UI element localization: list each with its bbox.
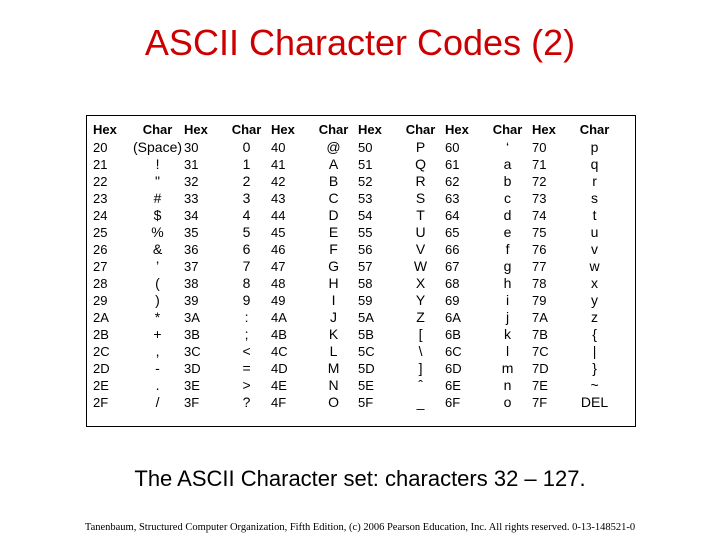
hex-cell: 47 bbox=[271, 259, 286, 274]
table-row bbox=[91, 173, 617, 190]
char-cell: D bbox=[328, 207, 339, 223]
hex-cell: 59 bbox=[358, 293, 373, 308]
hex-cell: 7D bbox=[532, 361, 549, 376]
char-cell: i bbox=[505, 292, 510, 308]
hex-cell: 34 bbox=[184, 208, 199, 223]
char-cell: s bbox=[591, 190, 599, 206]
table-row bbox=[91, 394, 617, 411]
hex-cell: 36 bbox=[184, 242, 199, 257]
hex-cell: 66 bbox=[445, 242, 460, 257]
char-cell: g bbox=[503, 258, 512, 274]
hex-cell: 71 bbox=[532, 157, 547, 172]
caption: The ASCII Character set: characters 32 – 127. bbox=[134, 466, 586, 491]
table-row bbox=[91, 377, 617, 394]
char-cell: Y bbox=[415, 292, 426, 308]
char-cell: ~ bbox=[590, 377, 599, 393]
hex-cell: 4F bbox=[271, 395, 287, 410]
hex-cell: 40 bbox=[271, 140, 286, 155]
char-cell: E bbox=[328, 224, 339, 240]
hex-cell: 46 bbox=[271, 242, 286, 257]
hex-cell: 56 bbox=[358, 242, 373, 257]
table-row bbox=[91, 360, 617, 377]
char-cell: 4 bbox=[242, 207, 251, 223]
hex-cell: 32 bbox=[184, 174, 199, 189]
char-cell: X bbox=[415, 275, 426, 291]
hex-cell: 28 bbox=[93, 276, 108, 291]
hex-cell: 78 bbox=[532, 276, 547, 291]
char-cell: v bbox=[591, 241, 599, 257]
table-row bbox=[91, 309, 617, 326]
char-cell: h bbox=[503, 275, 512, 291]
column-header: Char bbox=[231, 122, 262, 137]
char-cell: : bbox=[244, 309, 249, 325]
hex-cell: 37 bbox=[184, 259, 199, 274]
column-header: Hex bbox=[271, 122, 295, 137]
column-header: Char bbox=[579, 122, 610, 137]
char-cell: w bbox=[589, 258, 600, 274]
char-cell: d bbox=[503, 207, 512, 223]
hex-cell: 3D bbox=[184, 361, 201, 376]
column-header: Hex bbox=[445, 122, 469, 137]
hex-cell: 51 bbox=[358, 157, 373, 172]
hex-cell: 60 bbox=[445, 140, 460, 155]
hex-cell: 67 bbox=[445, 259, 460, 274]
char-cell: < bbox=[242, 343, 251, 359]
char-cell: W bbox=[413, 258, 428, 274]
char-cell: O bbox=[328, 394, 339, 410]
hex-cell: 20 bbox=[93, 140, 108, 155]
char-cell: M bbox=[327, 360, 340, 376]
char-cell: % bbox=[151, 224, 164, 240]
hex-cell: 4A bbox=[271, 310, 287, 325]
hex-cell: 5F bbox=[358, 395, 374, 410]
hex-cell: 70 bbox=[532, 140, 547, 155]
char-cell: V bbox=[415, 241, 426, 257]
char-cell: b bbox=[503, 173, 512, 189]
char-cell: R bbox=[415, 173, 426, 189]
hex-cell: 21 bbox=[93, 157, 108, 172]
char-cell: ‘ bbox=[505, 139, 510, 155]
hex-cell: 49 bbox=[271, 293, 286, 308]
char-cell: f bbox=[505, 241, 510, 257]
hex-cell: 50 bbox=[358, 140, 373, 155]
hex-cell: 39 bbox=[184, 293, 199, 308]
table-row bbox=[91, 241, 617, 258]
hex-cell: 5E bbox=[358, 378, 374, 393]
hex-cell: 6D bbox=[445, 361, 462, 376]
char-cell: + bbox=[153, 326, 162, 342]
char-cell: Z bbox=[416, 309, 425, 325]
hex-cell: 2F bbox=[93, 395, 109, 410]
hex-cell: 42 bbox=[271, 174, 286, 189]
hex-cell: 6B bbox=[445, 327, 461, 342]
char-cell: P bbox=[415, 139, 426, 155]
hex-cell: 43 bbox=[271, 191, 286, 206]
char-cell: a bbox=[503, 156, 512, 172]
hex-cell: 4C bbox=[271, 344, 288, 359]
char-cell: ˆ bbox=[418, 377, 423, 393]
char-cell: } bbox=[592, 360, 597, 376]
char-cell: T bbox=[416, 207, 425, 223]
hex-cell: 2E bbox=[93, 378, 109, 393]
char-cell: / bbox=[155, 394, 160, 410]
char-cell: # bbox=[153, 190, 162, 206]
hex-cell: 24 bbox=[93, 208, 108, 223]
char-cell: \ bbox=[418, 343, 423, 359]
char-cell: , bbox=[155, 343, 160, 359]
column-header: Char bbox=[142, 122, 173, 137]
char-cell: = bbox=[242, 360, 251, 376]
hex-cell: 41 bbox=[271, 157, 286, 172]
slide-title: ASCII Character Codes (2) bbox=[144, 22, 576, 63]
char-cell: y bbox=[591, 292, 599, 308]
char-cell: t bbox=[592, 207, 597, 223]
column-header: Char bbox=[492, 122, 523, 137]
hex-cell: 69 bbox=[445, 293, 460, 308]
char-cell: @ bbox=[326, 139, 341, 155]
hex-cell: 30 bbox=[184, 140, 199, 155]
char-cell: ( bbox=[155, 275, 160, 291]
hex-cell: 4E bbox=[271, 378, 287, 393]
hex-cell: 48 bbox=[271, 276, 286, 291]
hex-cell: 29 bbox=[93, 293, 108, 308]
char-cell: { bbox=[592, 326, 597, 342]
hex-cell: 65 bbox=[445, 225, 460, 240]
table-row bbox=[91, 224, 617, 241]
hex-cell: 63 bbox=[445, 191, 460, 206]
char-cell: (Space) bbox=[133, 139, 183, 155]
table-row bbox=[91, 275, 617, 292]
hex-cell: 33 bbox=[184, 191, 199, 206]
hex-cell: 2A bbox=[93, 310, 109, 325]
hex-cell: 3E bbox=[184, 378, 200, 393]
char-cell: [ bbox=[418, 326, 423, 342]
char-cell: I bbox=[331, 292, 336, 308]
hex-cell: 2D bbox=[93, 361, 110, 376]
char-cell: C bbox=[328, 190, 339, 206]
char-cell: r bbox=[592, 173, 597, 189]
hex-cell: 58 bbox=[358, 276, 373, 291]
char-cell: j bbox=[505, 309, 510, 325]
hex-cell: 7B bbox=[532, 327, 548, 342]
table-row bbox=[91, 343, 617, 360]
char-cell: ’ bbox=[155, 258, 160, 274]
char-cell: 7 bbox=[242, 258, 251, 274]
hex-cell: 55 bbox=[358, 225, 373, 240]
column-header: Char bbox=[318, 122, 349, 137]
char-cell: $ bbox=[153, 207, 162, 223]
char-cell: p bbox=[590, 139, 599, 155]
column-header: Hex bbox=[184, 122, 208, 137]
char-cell: U bbox=[415, 224, 426, 240]
hex-cell: 7E bbox=[532, 378, 548, 393]
hex-cell: 26 bbox=[93, 242, 108, 257]
char-cell: q bbox=[590, 156, 599, 172]
hex-cell: 57 bbox=[358, 259, 373, 274]
hex-cell: 25 bbox=[93, 225, 108, 240]
char-cell: G bbox=[328, 258, 339, 274]
char-cell: ) bbox=[155, 292, 160, 308]
table-row bbox=[91, 292, 617, 309]
hex-cell: 45 bbox=[271, 225, 286, 240]
hex-cell: 61 bbox=[445, 157, 460, 172]
ascii-table bbox=[91, 120, 617, 411]
char-cell: 6 bbox=[242, 241, 251, 257]
hex-cell: 72 bbox=[532, 174, 547, 189]
hex-cell: 2B bbox=[93, 327, 109, 342]
char-cell: 1 bbox=[242, 156, 251, 172]
char-cell: c bbox=[504, 190, 512, 206]
table-header-row bbox=[91, 120, 617, 139]
copyright-footer: Tanenbaum, Structured Computer Organization, Fifth Edition, (c) 2006 Pearson Education, Inc. All rights reserved. 0-13-148521-0 bbox=[84, 522, 636, 533]
hex-cell: 75 bbox=[532, 225, 547, 240]
table-row bbox=[91, 139, 617, 156]
char-cell: * bbox=[154, 309, 161, 325]
table-row bbox=[91, 190, 617, 207]
hex-cell: 2C bbox=[93, 344, 110, 359]
column-header: Hex bbox=[358, 122, 382, 137]
hex-cell: 79 bbox=[532, 293, 547, 308]
hex-cell: 77 bbox=[532, 259, 547, 274]
char-cell: Q bbox=[415, 156, 426, 172]
hex-cell: 74 bbox=[532, 208, 547, 223]
hex-cell: 3F bbox=[184, 395, 200, 410]
char-cell: > bbox=[242, 377, 251, 393]
table-row bbox=[91, 258, 617, 275]
char-cell: ? bbox=[242, 394, 251, 410]
hex-cell: 6E bbox=[445, 378, 461, 393]
table-body bbox=[91, 139, 617, 411]
char-cell: 0 bbox=[242, 139, 251, 155]
char-cell: A bbox=[328, 156, 339, 172]
column-header: Char bbox=[405, 122, 436, 137]
char-cell: u bbox=[590, 224, 599, 240]
char-cell: B bbox=[328, 173, 339, 189]
char-cell: ; bbox=[244, 326, 249, 342]
hex-cell: 44 bbox=[271, 208, 286, 223]
hex-cell: 76 bbox=[532, 242, 547, 257]
char-cell: " bbox=[155, 173, 160, 189]
table-row bbox=[91, 326, 617, 343]
hex-cell: 23 bbox=[93, 191, 108, 206]
char-cell: ] bbox=[418, 360, 423, 376]
hex-cell: 7F bbox=[532, 395, 548, 410]
char-cell: DEL bbox=[580, 394, 609, 410]
char-cell: - bbox=[155, 360, 160, 376]
char-cell: x bbox=[591, 275, 599, 291]
char-cell: N bbox=[328, 377, 339, 393]
char-cell: e bbox=[503, 224, 512, 240]
char-cell: ! bbox=[155, 156, 160, 172]
hex-cell: 31 bbox=[184, 157, 199, 172]
column-header: Hex bbox=[532, 122, 556, 137]
hex-cell: 64 bbox=[445, 208, 460, 223]
hex-cell: 73 bbox=[532, 191, 547, 206]
hex-cell: 4D bbox=[271, 361, 288, 376]
char-cell: l bbox=[505, 343, 510, 359]
char-cell: H bbox=[328, 275, 339, 291]
char-cell: 5 bbox=[242, 224, 251, 240]
char-cell: S bbox=[415, 190, 426, 206]
hex-cell: 68 bbox=[445, 276, 460, 291]
hex-cell: 6A bbox=[445, 310, 461, 325]
char-cell: . bbox=[155, 377, 160, 393]
char-cell: n bbox=[503, 377, 512, 393]
hex-cell: 27 bbox=[93, 259, 108, 274]
char-cell: m bbox=[501, 360, 514, 376]
table-row bbox=[91, 156, 617, 173]
char-cell: o bbox=[503, 394, 512, 410]
char-cell: 8 bbox=[242, 275, 251, 291]
hex-cell: 7C bbox=[532, 344, 549, 359]
char-cell: F bbox=[329, 241, 338, 257]
char-cell: J bbox=[330, 309, 338, 325]
char-cell: & bbox=[152, 241, 163, 257]
hex-cell: 7A bbox=[532, 310, 548, 325]
hex-cell: 3C bbox=[184, 344, 201, 359]
hex-cell: 6F bbox=[445, 395, 461, 410]
char-cell: L bbox=[329, 343, 338, 359]
hex-cell: 62 bbox=[445, 174, 460, 189]
char-cell: _ bbox=[416, 394, 425, 410]
hex-cell: 4B bbox=[271, 327, 287, 342]
char-cell: 2 bbox=[242, 173, 251, 189]
hex-cell: 3A bbox=[184, 310, 200, 325]
hex-cell: 38 bbox=[184, 276, 199, 291]
char-cell: 9 bbox=[242, 292, 251, 308]
char-cell: | bbox=[592, 343, 597, 359]
hex-cell: 52 bbox=[358, 174, 373, 189]
hex-cell: 6C bbox=[445, 344, 462, 359]
column-header: Hex bbox=[93, 122, 117, 137]
hex-cell: 3B bbox=[184, 327, 200, 342]
hex-cell: 22 bbox=[93, 174, 108, 189]
hex-cell: 54 bbox=[358, 208, 373, 223]
hex-cell: 5D bbox=[358, 361, 375, 376]
hex-cell: 35 bbox=[184, 225, 199, 240]
hex-cell: 5B bbox=[358, 327, 374, 342]
char-cell: z bbox=[591, 309, 599, 325]
hex-cell: 5C bbox=[358, 344, 375, 359]
char-cell: k bbox=[504, 326, 512, 342]
char-cell: 3 bbox=[242, 190, 251, 206]
char-cell: K bbox=[328, 326, 339, 342]
hex-cell: 5A bbox=[358, 310, 374, 325]
hex-cell: 53 bbox=[358, 191, 373, 206]
table-row bbox=[91, 207, 617, 224]
